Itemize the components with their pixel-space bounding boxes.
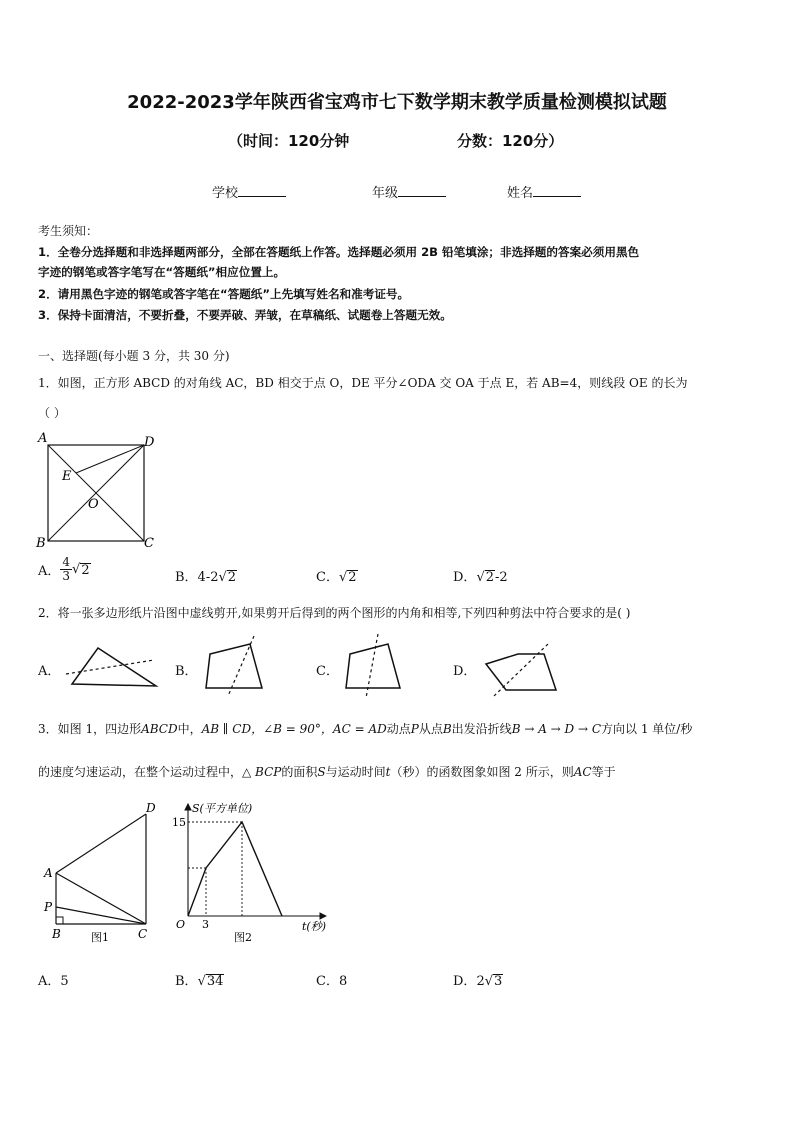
label-c: C (138, 927, 148, 941)
section-heading: 一、选择题(每小题 3 分，共 30 分) (38, 349, 230, 363)
exam-score: 分数：120分） (457, 132, 564, 150)
sqrt-icon: √ (72, 562, 81, 577)
label-a: A (38, 431, 48, 446)
q3-text-segment: 3．如图 1，四边形 (38, 722, 142, 736)
q2-option-a-label[interactable]: A． (38, 664, 61, 679)
label-p: P (44, 900, 53, 914)
label-c: C (144, 536, 154, 551)
q1-option-d-tail: -2 (495, 570, 508, 585)
notice-item-1a: 1．全卷分选择题和非选择题两部分，全部在答题纸上作答。选择题必须用 2B 铅笔填涂；非选择题的答案必须用黑色 (38, 245, 640, 259)
label-e: E (62, 469, 72, 484)
q3-option-b-label: B． (175, 974, 198, 989)
q1-option-a-numerator: 4 (62, 555, 71, 569)
q3-text-segment: 的速度匀速运动，在整个运动过程中， (38, 765, 243, 779)
x-axis-label: t(秒) (302, 920, 327, 933)
quadrilateral-shape (346, 644, 400, 688)
label-b: B (52, 927, 61, 941)
q3-option-d-coefficient: 2 (476, 974, 485, 989)
q1-option-b-label: B．4-2 (175, 570, 219, 585)
label-d: D (144, 435, 155, 450)
segment-de (76, 445, 144, 473)
segment-ad (56, 814, 146, 873)
label-a: A (44, 866, 53, 880)
q3-text-segment: 动点 (386, 722, 411, 736)
figure-1-caption: 图1 (91, 931, 109, 944)
q1-option-a-denominator: 3 (62, 569, 71, 583)
grade-blank[interactable] (398, 185, 446, 197)
q3-figure-2 (170, 798, 340, 948)
q3-option-d[interactable] (453, 970, 503, 989)
q3-math-abcd: ABCD (141, 722, 178, 736)
segment-pc (56, 907, 146, 924)
q3-option-d-radicand: 3 (494, 974, 503, 989)
q3-math-path: B → A → D → C (511, 722, 602, 736)
grade-label: 年级 (372, 186, 399, 201)
q3-text-segment: 与运动时间 (325, 765, 386, 779)
school-field (212, 182, 286, 201)
q2-option-b-figure[interactable] (200, 632, 270, 698)
sqrt-icon: √ (197, 974, 206, 989)
q2-option-d-label[interactable]: D． (453, 664, 477, 679)
q3-option-a[interactable]: A．5 (38, 974, 69, 989)
label-o: O (88, 497, 99, 512)
q2-option-c-figure[interactable] (340, 630, 410, 700)
q3-math-s: S (317, 765, 326, 779)
q3-math-p: P (410, 722, 419, 736)
q1-paren: （ ） (38, 406, 66, 420)
right-angle-mark (56, 917, 63, 924)
q1-option-d-label: D． (453, 570, 477, 585)
tick-15: 15 (172, 816, 186, 829)
sqrt-icon: √ (218, 570, 227, 585)
q3-line-1 (38, 719, 692, 739)
q1-square-figure (34, 430, 164, 552)
q2-option-d-figure[interactable] (478, 638, 568, 698)
area-function-line (188, 822, 282, 916)
exam-time: （时间：120分钟 (228, 132, 350, 150)
q3-math-t: t (385, 765, 391, 779)
name-label: 姓名 (507, 186, 534, 201)
sqrt-icon: √ (476, 570, 485, 585)
q1-option-c-label: C． (316, 570, 339, 585)
grade-field (372, 182, 446, 201)
q3-math-triangle: △ BCP (242, 765, 282, 779)
name-blank[interactable] (533, 185, 581, 197)
q2-option-a-figure[interactable] (64, 638, 164, 692)
school-blank[interactable] (238, 185, 286, 197)
pentagon-shape (486, 654, 556, 690)
y-axis-label: S(平方单位) (192, 802, 253, 815)
notice-heading: 考生须知： (38, 224, 99, 238)
q1-option-a-radicand: 2 (81, 562, 90, 578)
q1-text: 1．如图，正方形 ABCD 的对角线 AC，BD 相交于点 O，DE 平分∠ODA 交 OA 于点 E，若 AB=4，则线段 OE 的长为 (38, 376, 688, 390)
notice-item-1b: 字迹的钢笔或答字笔写在“答题纸”相应位置上。 (38, 265, 286, 279)
q1-option-d[interactable] (453, 566, 508, 585)
q1-option-d-radicand: 2 (485, 570, 495, 585)
school-label: 学校 (212, 186, 239, 201)
q1-option-b[interactable] (175, 566, 237, 585)
q3-line-2 (38, 762, 616, 782)
sqrt-icon: √ (484, 974, 494, 989)
tick-3: 3 (202, 918, 209, 931)
sqrt-icon: √ (338, 570, 348, 585)
segment-ac (56, 873, 146, 924)
q3-text-segment: 等于 (591, 765, 616, 779)
page-title: 2022-2023学年陕西省宝鸡市七下数学期末教学质量检测模拟试题 (127, 92, 667, 113)
figure-2-caption: 图2 (234, 931, 252, 944)
q3-text-segment: 的面积 (281, 765, 318, 779)
q2-option-c-label[interactable]: C． (316, 664, 339, 679)
q3-option-d-label: D． (453, 974, 477, 989)
name-field (507, 182, 581, 201)
q3-option-b-radicand: 34 (206, 974, 224, 989)
q3-text-segment: 中， (177, 722, 202, 736)
q1-option-b-radicand: 2 (227, 570, 237, 585)
q1-option-c-radicand: 2 (348, 570, 357, 585)
q1-option-a-fraction (60, 556, 72, 583)
q1-option-a[interactable] (38, 556, 91, 583)
q3-text-segment: 出发沿折线 (451, 722, 512, 736)
q3-text-segment: （秒）的函数图象如图 2 所示，则 (390, 765, 574, 779)
q1-option-c[interactable] (316, 566, 358, 585)
q2-option-b-label[interactable]: B． (175, 664, 198, 679)
label-d: D (146, 801, 156, 815)
q2-text: 2．将一张多边形纸片沿图中虚线剪开,如果剪开后得到的两个图形的内角和相等,下列四种剪法中符合要求的是( ) (38, 606, 631, 620)
notice-item-2: 2．请用黑色字迹的钢笔或答字笔在“答题纸”上先填写姓名和准考证号。 (38, 287, 410, 301)
cut-line (66, 660, 154, 674)
q3-math-b: B (442, 722, 452, 736)
q3-text-segment: 从点 (418, 722, 443, 736)
q3-math-conditions: AB ∥ CD，∠B = 90°，AC = AD (201, 722, 387, 736)
q3-text-segment: 方向以 1 单位/秒 (601, 722, 693, 736)
cut-line (494, 644, 548, 696)
q3-math-ac: AC (573, 765, 592, 779)
q3-option-c[interactable]: C．8 (316, 974, 348, 989)
q3-option-b[interactable] (175, 970, 224, 989)
q1-option-a-label: A． (38, 564, 61, 579)
triangle-shape (72, 648, 156, 686)
origin-label: O (176, 918, 186, 931)
q3-figure-1 (38, 798, 163, 948)
label-b: B (36, 536, 46, 551)
notice-item-3: 3．保持卡面清洁，不要折叠，不要弄破、弄皱，在草稿纸、试题卷上答题无效。 (38, 308, 452, 322)
